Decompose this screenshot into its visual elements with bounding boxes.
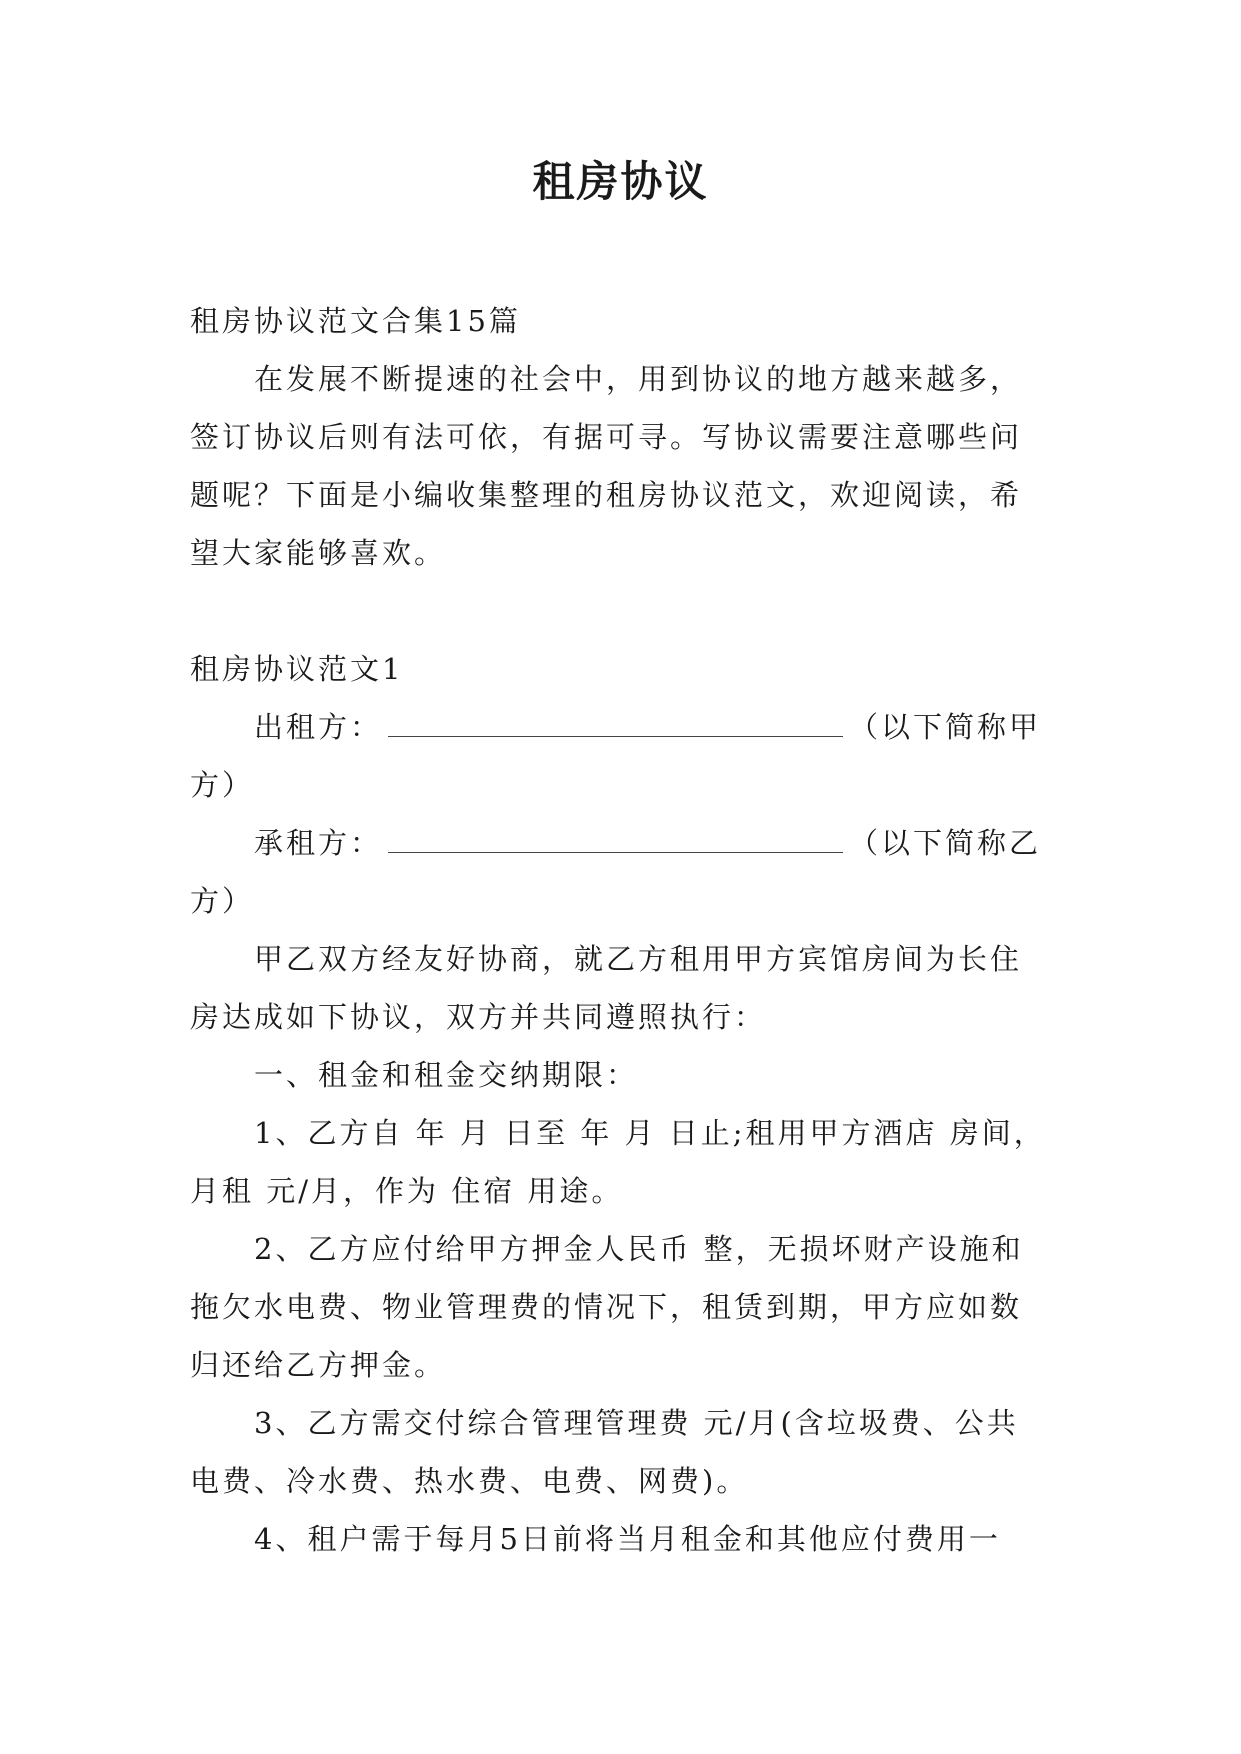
clause-item-2: 2、乙方应付给甲方押金人民币 整，无损坏财产设施和拖欠水电费、物业管理费的情况下，租赁到期，甲方应如数归还给乙方押金。 — [190, 1232, 1024, 1382]
paragraph-gap — [190, 582, 1050, 640]
clause-heading-1: 一、租金和租金交纳期限： — [254, 1058, 639, 1092]
section-heading: 租房协议范文1 — [190, 652, 404, 686]
document-body — [190, 292, 1050, 1568]
lessor-label: 出租方： — [254, 710, 383, 744]
subtitle: 租房协议范文合集15篇 — [190, 304, 521, 338]
document-title: 租房协议 — [532, 157, 709, 206]
clause-item-1: 1、乙方自 年 月 日至 年 月 日止;租用甲方酒店 房间，月租 元/月，作为 住宿 用途。 — [190, 1116, 1046, 1208]
lessee-suffix: （以下简称乙方） — [190, 826, 1042, 918]
intro-paragraph: 在发展不断提速的社会中，用到协议的地方越来越多，签订协议后则有法可依，有据可寻。写协议需要注意哪些问题呢？下面是小编收集整理的租房协议范文，欢迎阅读，希望大家能够喜欢。 — [190, 362, 1023, 570]
lessor-suffix: （以下简称甲方） — [190, 710, 1042, 802]
lessor-line — [190, 698, 1050, 814]
clause-item-4: 4、租户需于每月5日前将当月租金和其他应付费用一 — [254, 1522, 1001, 1556]
clause-item-3: 3、乙方需交付综合管理管理费 元/月(含垃圾费、公共电费、冷水费、热水费、电费、网费)。 — [190, 1406, 1019, 1498]
lessee-blank — [388, 830, 843, 853]
lessee-line — [190, 814, 1050, 930]
agreement-intro: 甲乙双方经友好协商，就乙方租用甲方宾馆房间为长住房达成如下协议，双方并共同遵照执行： — [190, 942, 1023, 1034]
lessee-label: 承租方： — [254, 826, 383, 860]
lessor-blank — [388, 714, 843, 737]
